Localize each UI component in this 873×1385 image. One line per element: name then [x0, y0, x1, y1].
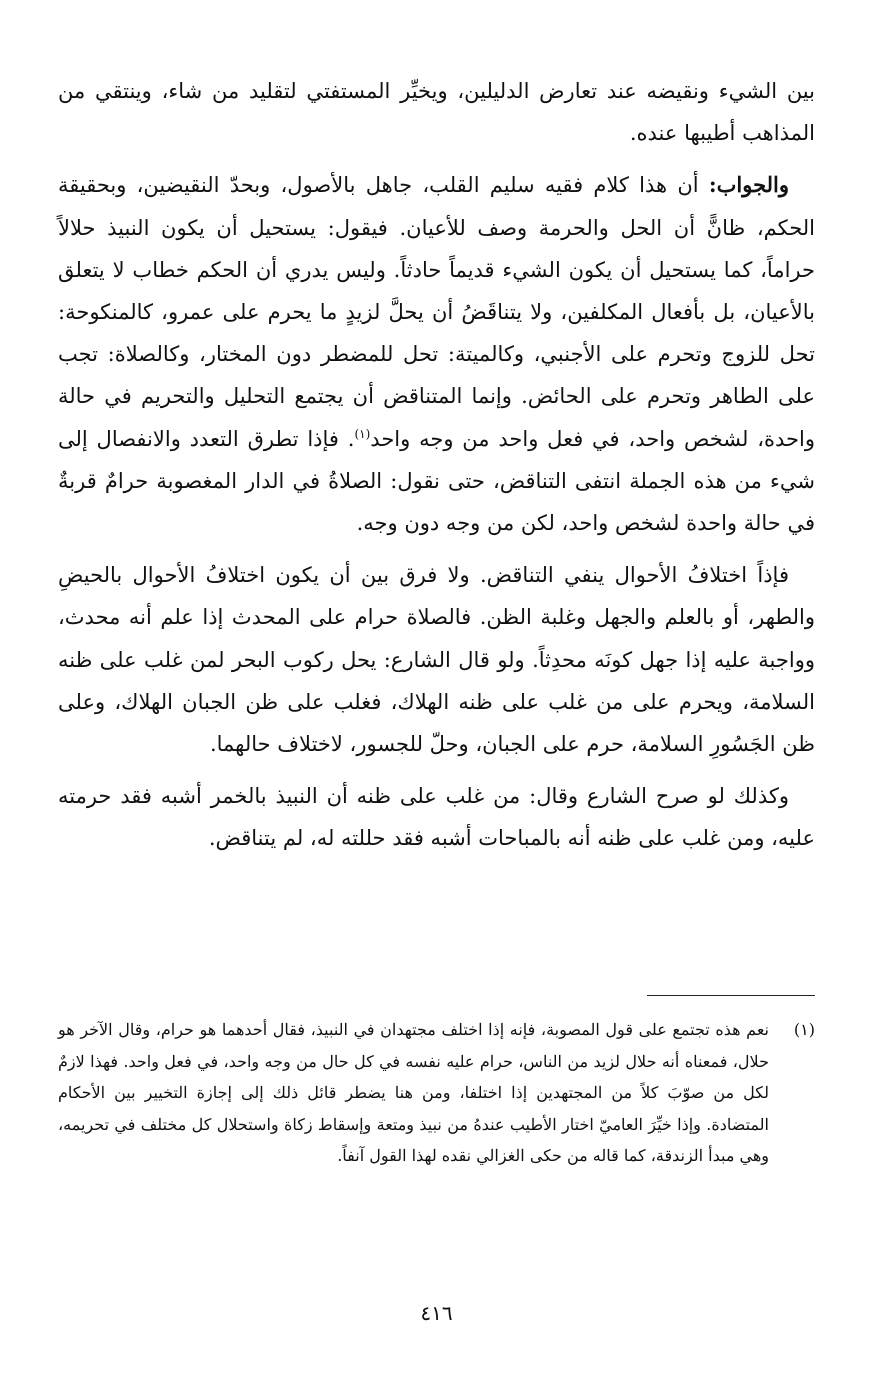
paragraph-3: فإذاً اختلافُ الأحوال ينفي التناقض. ولا فرق بين أن يكون اختلافُ الأحوال بالحيضِ والطهر، أو بالعلم والجهل وغلبة الظن. فالصلاة حرام على المحدث إذا علم أنه محدث، وواجبة عليه إذا جهل كونَه محدِثاً. ولو قال الشارع: يحل ركوب البحر لمن غلب على ظنه السلامة، ويحرم على من غلب على ظنه الهلاك، فغلب على ظن الجبان الهلاك، وعلى ظن الجَسُورِ السلامة، حرم على الجبان، وحلّ للجسور، لاختلاف حالهما. — [58, 563, 815, 757]
paragraph-2-text: أن هذا كلام فقيه سليم القلب، جاهل بالأصول، وبحدّ النقيضين، وبحقيقة الحكم، ظانًّ أن الحل والحرمة وصف للأعيان. فيقول: يستحيل أن يكون النبيذ حلالاً حراماً، كما يستحيل أن يكون الشيء قديماً حادثاً. وليس يدري أن الحكم خطاب لا يتعلق بالأعيان، بل بأفعال المكلفين، ولا يتناقَضُ أن يحلَّ لزيدٍ ما يحرم على عمرو، كالمنكوحة: تحل للزوج وتحرم على الأجنبي، وكالميتة: تحل للمضطر دون المختار، وكالصلاة: تجب على الطاهر وتحرم على الحائض. وإنما المتناقض أن يجتمع التحليل والتحريم في حالة واحدة، لشخص واحد، في فعل واحد من وجه واحد — [58, 173, 815, 451]
page-number: ٤١٦ — [420, 1301, 453, 1325]
main-text — [58, 70, 815, 870]
footnote — [58, 1014, 815, 1172]
paragraph-2 — [58, 164, 815, 544]
footnote-marker: (١) — [793, 1020, 815, 1039]
paragraph-2-text-after: . فإذا تطرق التعدد والانفصال إلى شيء من هذه الجملة انتفى التناقض، حتى نقول: الصلاةُ في الدار المغصوبة حرامٌ قربةٌ في حالة واحدة لشخص واحد، لكن من وجه دون وجه. — [58, 426, 815, 536]
paragraph-1: بين الشيء ونقيضه عند تعارض الدليلين، ويخيِّر المستفتي لتقليد من شاء، وينتقي من المذاهب أطيبها عنده. — [58, 79, 815, 146]
answer-heading: والجواب: — [708, 172, 789, 198]
footnote-reference: (١) — [354, 426, 371, 441]
footnote-divider — [647, 995, 815, 996]
paragraph-4: وكذلك لو صرح الشارع وقال: من غلب على ظنه أن النبيذ بالخمر أشبه فقد حرمته عليه، ومن غلب على ظنه أنه بالمباحات أشبه فقد حللته له، لم يتناقض. — [58, 784, 815, 851]
footnote-text: نعم هذه تجتمع على قول المصوبة، فإنه إذا اختلف مجتهدان في النبيذ، فقال أحدهما هو حرام، وقال الآخر هو حلال، فمعناه أنه حلال لزيد من الناس، حرام عليه نفسه في كل حال من وجه واحد، في فعل واحد. فهذا لازمٌ لكل من صوّبَ كلاً من المجتهدين إذا اختلفا، ومن هنا يضطر قائل ذلك إلى إجازة التخيير بين الأحكام المتضادة. وإذا خيِّرَ العاميّ اختار الأطيب عندهُ من نبيذ ومتعة وإسقاط زكاة واستحلال كل مختلف في تحريمه، وهي مبدأ الزندقة، كما قاله من حكى الغزالي نقده لهذا القول آنفاً. — [58, 1020, 770, 1165]
